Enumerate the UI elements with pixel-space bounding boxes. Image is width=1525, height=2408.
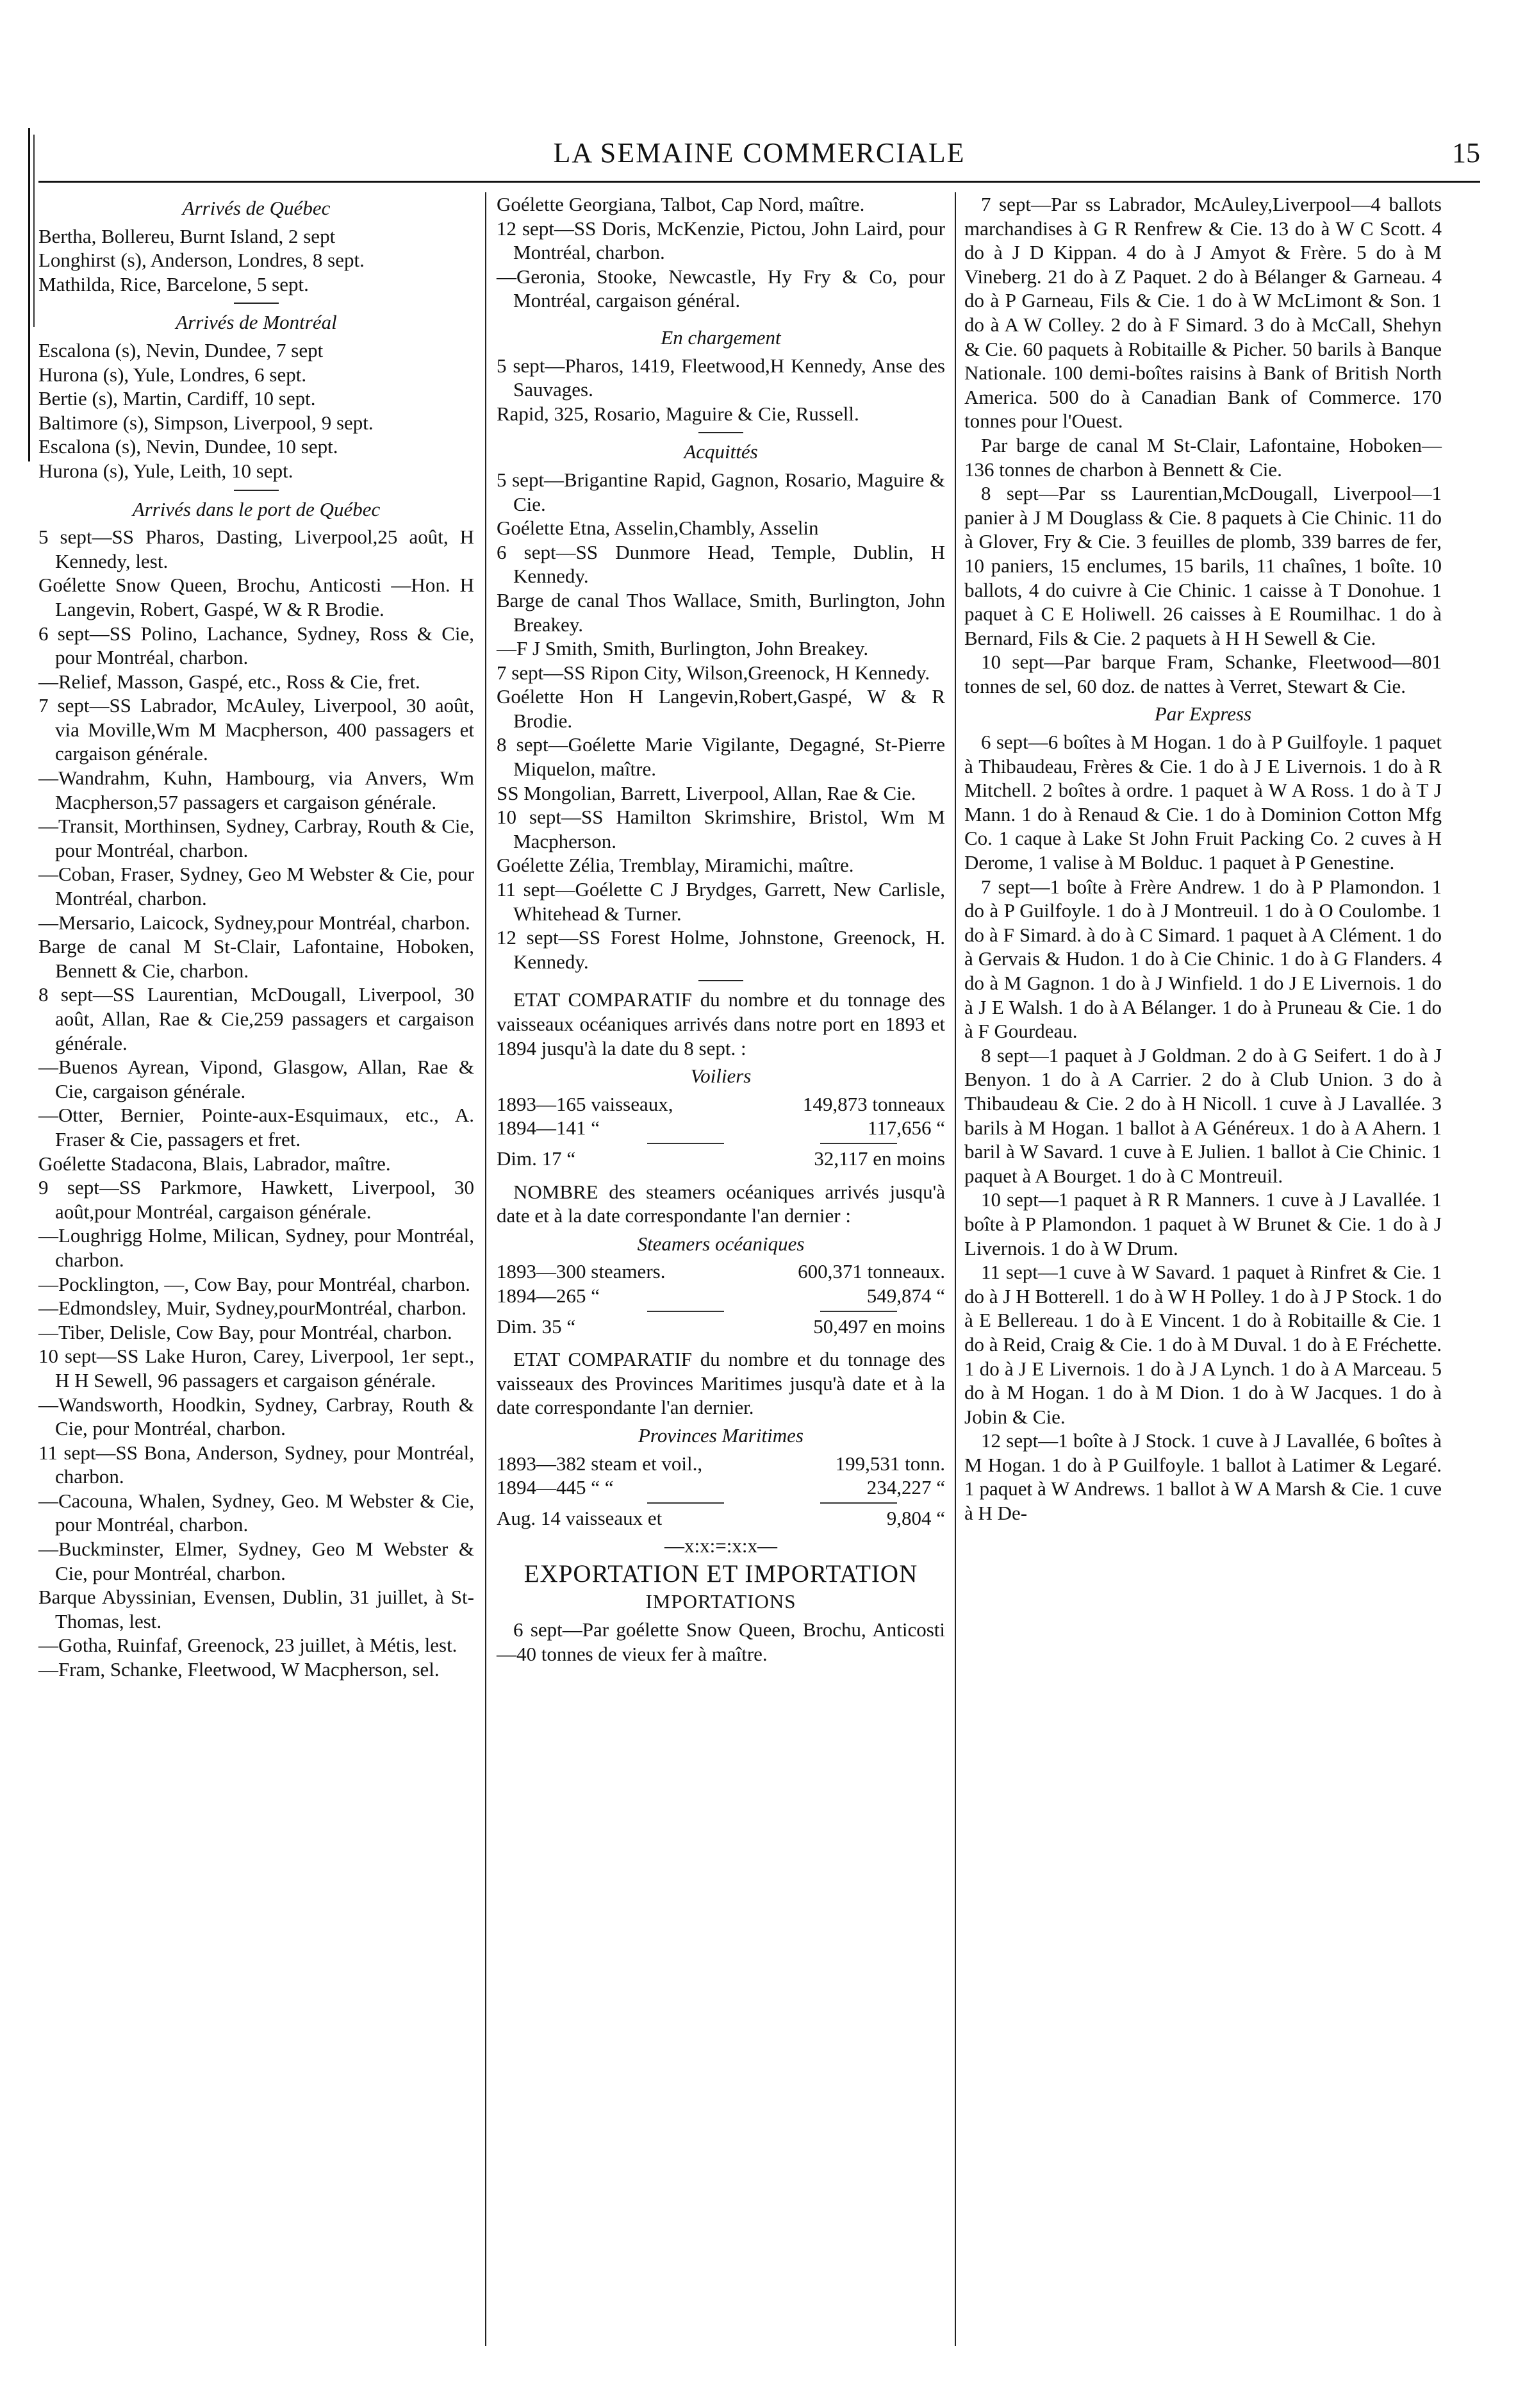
- shipping-entry: 7 sept—SS Labrador, McAuley, Liverpool, 30 août, via Moville,Wm M Macpherson, 400 passagers et cargaison générale.: [38, 694, 474, 765]
- shipping-entry: —Tiber, Delisle, Cow Bay, pour Montréal, charbon.: [38, 1320, 452, 1343]
- ornament: —x:x:=:x:x—: [664, 1534, 777, 1557]
- shipping-entry: 8 sept—Goélette Marie Vigilante, Degagné, St-Pierre Miquelon, maître.: [497, 733, 945, 781]
- section-heading: Acquittés: [684, 440, 758, 463]
- stats-row: [497, 1092, 945, 1117]
- table-heading: Voiliers: [690, 1065, 752, 1088]
- section-heading: Arrivés de Québec: [182, 197, 331, 219]
- shipping-entry: —Relief, Masson, Gaspé, etc., Ross & Cie, fret.: [38, 670, 420, 693]
- shipping-entry: Barge de canal M St-Clair, Lafontaine, Hoboken, Bennett & Cie, charbon.: [38, 935, 474, 982]
- shipping-entry: 5 sept—Pharos, 1419, Fleetwood,H Kennedy, Anse des Sauvages.: [497, 354, 945, 401]
- shipping-entry: 6 sept—SS Polino, Lachance, Sydney, Ross & Cie, pour Montréal, charbon.: [38, 622, 474, 669]
- shipping-entry: Goélette Stadacona, Blais, Labrador, maître.: [38, 1152, 391, 1175]
- stats-value: 50,497 en moins: [813, 1315, 945, 1338]
- entry-list: [38, 338, 474, 483]
- shipping-entry: Bertie (s), Martin, Cardiff, 10 sept.: [38, 387, 316, 410]
- stats-value: 117,656 “: [867, 1117, 945, 1140]
- stats-value: 32,117 en moins: [814, 1147, 945, 1170]
- stats-row: [497, 1259, 945, 1284]
- entry-list: [38, 224, 474, 297]
- stats-label: Aug. 14 vaisseaux et: [497, 1506, 663, 1529]
- shipping-entry: 10 sept—SS Lake Huron, Carey, Liverpool, 1er sept., H H Sewell, 96 passagers et cargaison générale.: [38, 1345, 474, 1391]
- shipping-entry: Baltimore (s), Simpson, Liverpool, 9 sept.: [38, 411, 374, 434]
- stats-label: 1893—165 vaisseaux,: [497, 1092, 673, 1115]
- shipping-entry: —Fram, Schanke, Fleetwood, W Macpherson, sel.: [38, 1658, 440, 1681]
- shipping-entry: —Transit, Morthinsen, Sydney, Carbray, Routh & Cie, pour Montréal, charbon.: [38, 815, 474, 861]
- margin-mark: [33, 135, 35, 327]
- shipping-entry: —Cacouna, Whalen, Sydney, Geo. M Webster & Cie, pour Montréal, charbon.: [38, 1489, 474, 1536]
- short-rule: [234, 490, 279, 491]
- stats-table: [497, 1092, 945, 1140]
- short-rule: [234, 303, 279, 304]
- shipping-entry: Rapid, 325, Rosario, Maguire & Cie, Russell.: [497, 402, 859, 425]
- shipping-entry: 10 sept—SS Hamilton Skrimshire, Bristol, Wm M Macpherson.: [497, 806, 945, 852]
- shipping-entry: —Edmondsley, Muir, Sydney,pourMontréal, charbon.: [38, 1297, 467, 1320]
- import-paragraph: Par barge de canal M St-Clair, Lafontaine, Hoboken—136 tonnes de charbon à Bennett & Cie.: [964, 433, 1442, 481]
- total-rule: [820, 1502, 897, 1504]
- stats-label: Dim. 35 “: [497, 1315, 576, 1338]
- import-paragraph: 8 sept—Par ss Laurentian,McDougall, Liverpool—1 panier à J M Douglass & Cie. 8 paquets à Cie Chinic. 11 do à Glover, Fry & Cie. 3 feuilles de plomb, 339 barres de fer, 10 paniers, 15 enclumes, 15 barils, 11 chaînes, 1 boîte. 10 ballots, 4 do cuivre à Cie Chinic. 1 caisse à T Donohue. 1 paquet à C E Holiwell. 26 caisses à E Roumilhac. 1 do à Bernard, Fils & Cie. 2 paquets à H H Sewell & Cie.: [964, 482, 1442, 649]
- shipping-entry: —Geronia, Stooke, Newcastle, Hy Fry & Co, pour Montréal, cargaison général.: [497, 265, 945, 312]
- shipping-entry: 8 sept—SS Laurentian, McDougall, Liverpool, 30 août, Allan, Rae & Cie,259 passagers et cargaison générale.: [38, 983, 474, 1054]
- shipping-entry: 9 sept—SS Parkmore, Hawkett, Liverpool, 30 août,pour Montréal, cargaison générale.: [38, 1176, 474, 1223]
- shipping-entry: Goélette Georgiana, Talbot, Cap Nord, maître.: [497, 193, 865, 215]
- import-paragraph: 11 sept—1 cuve à W Savard. 1 paquet à Rinfret & Cie. 1 do à J H Botterell. 1 do à W H Polley. 1 do à J P Stock. 1 do à E Bellereau. 1 do à E Vincent. 1 do à Robitaille & Cie. 1 do à Reid, Craig & Cie. 1 do à M Duval. 1 do à E Fréchette. 1 do à J E Livernois. 1 do à J A Lynch. 1 do à A Marceau. 5 do à M Hogan. 1 do à M Dion. 1 do à W Jacques. 1 do à Jobin & Cie.: [964, 1261, 1442, 1428]
- total-rule: [820, 1143, 897, 1144]
- shipping-entry: —Wandrahm, Kuhn, Hambourg, via Anvers, Wm Macpherson,57 passagers et cargaison générale.: [38, 767, 474, 813]
- total-rule: [820, 1311, 897, 1312]
- stats-value: 9,804 “: [886, 1506, 945, 1529]
- column-rule: [485, 192, 486, 2346]
- stats-label: Dim. 17 “: [497, 1147, 576, 1170]
- shipping-entry: Goélette Hon H Langevin,Robert,Gaspé, W & R Brodie.: [497, 685, 945, 732]
- shipping-entry: —Wandsworth, Hoodkin, Sydney, Carbray, Routh & Cie, pour Montréal, charbon.: [38, 1393, 474, 1440]
- shipping-entry: 11 sept—Goélette C J Brydges, Garrett, New Carlisle, Whitehead & Turner.: [497, 878, 945, 925]
- section-heading: IMPORTATIONS: [645, 1590, 796, 1613]
- shipping-entry: —Pocklington, —, Cow Bay, pour Montréal, charbon.: [38, 1272, 470, 1295]
- section-heading: En chargement: [661, 326, 781, 349]
- statement-paragraph: NOMBRE des steamers océaniques arrivés jusqu'à date et à la date correspondante l'an dernier :: [497, 1180, 945, 1227]
- shipping-entry: —Buenos Ayrean, Vipond, Glasgow, Allan, Rae & Cie, cargaison générale.: [38, 1056, 474, 1102]
- paragraph-list: [964, 192, 1442, 698]
- stats-value: 234,227 “: [866, 1476, 945, 1499]
- import-paragraph: 6 sept—Par goélette Snow Queen, Brochu, Anticosti—40 tonnes de vieux fer à maître.: [497, 1618, 945, 1665]
- shipping-entry: —Loughrigg Holme, Milican, Sydney, pour Montréal, charbon.: [38, 1224, 474, 1271]
- header-rule: [38, 181, 1480, 183]
- shipping-entry: 11 sept—SS Bona, Anderson, Sydney, pour Montréal, charbon.: [38, 1441, 474, 1488]
- stats-table: [497, 1259, 945, 1308]
- stats-row: [497, 1475, 945, 1500]
- column-arrivals: [38, 192, 474, 1682]
- shipping-entry: 12 sept—SS Doris, McKenzie, Pictou, John Laird, pour Montréal, charbon.: [497, 217, 945, 264]
- section-title: EXPORTATION ET IMPORTATION: [523, 1559, 918, 1588]
- shipping-entry: Hurona (s), Yule, Leith, 10 sept.: [38, 459, 293, 482]
- import-paragraph: 12 sept—1 boîte à J Stock. 1 cuve à J Lavallée, 6 boîtes à M Hogan. 1 do à P Guilfoyle. 1 ballot à Latimer & Legaré. 1 paquet à W Andrews. 1 ballot à W A Marsh & Cie. 1 cuve à H De-: [964, 1429, 1442, 1525]
- stats-label: 1893—382 steam et voil.,: [497, 1452, 703, 1475]
- shipping-entry: —Coban, Fraser, Sydney, Geo M Webster & Cie, pour Montréal, charbon.: [38, 863, 474, 910]
- shipping-entry: Barge de canal Thos Wallace, Smith, Burlington, John Breakey.: [497, 588, 945, 636]
- entry-list: [497, 192, 945, 313]
- shipping-entry: —Buckminster, Elmer, Sydney, Geo M Webster & Cie, pour Montréal, charbon.: [38, 1538, 474, 1584]
- section-heading: Arrivés de Montréal: [176, 311, 337, 334]
- statement-paragraph: ETAT COMPARATIF du nombre et du tonnage des vaisseaux océaniques arrivés dans notre port en 1893 et 1894 jusqu'à la date du 8 sept. :: [497, 988, 945, 1059]
- shipping-entry: 6 sept—SS Dunmore Head, Temple, Dublin, H Kennedy.: [497, 540, 945, 588]
- section-heading: Par Express: [1154, 702, 1252, 726]
- page-title: LA SEMAINE COMMERCIALE: [553, 137, 966, 169]
- shipping-entry: —Mersario, Laicock, Sydney,pour Montréal, charbon.: [38, 911, 470, 934]
- stats-label: 1894—141 “: [497, 1117, 600, 1140]
- shipping-entry: Bertha, Bollereu, Burnt Island, 2 sept: [38, 224, 336, 247]
- total-rule: [647, 1311, 724, 1312]
- shipping-entry: Barque Abyssinian, Evensen, Dublin, 31 juillet, à St-Thomas, lest.: [38, 1586, 474, 1632]
- stats-row: [497, 1284, 945, 1308]
- stats-total: [497, 1315, 945, 1339]
- shipping-entry: —Otter, Bernier, Pointe-aux-Esquimaux, etc., A. Fraser & Cie, passagers et fret.: [38, 1104, 474, 1150]
- import-paragraph: 10 sept—Par barque Fram, Schanke, Fleetwood—801 tonnes de sel, 60 doz. de nattes à Verret, Stewart & Cie.: [964, 651, 1442, 697]
- page-header: [38, 131, 1480, 183]
- stats-row: [497, 1116, 945, 1140]
- short-rule: [698, 980, 743, 981]
- shipping-entry: Escalona (s), Nevin, Dundee, 10 sept.: [38, 435, 338, 458]
- column-loading-clearances: [497, 192, 945, 1666]
- stats-table: [497, 1452, 945, 1500]
- stats-value: 199,531 tonn.: [835, 1452, 945, 1475]
- shipping-entry: Goélette Snow Queen, Brochu, Anticosti —Hon. H Langevin, Robert, Gaspé, W & R Brodie.: [38, 574, 474, 620]
- import-paragraph: 8 sept—1 paquet à J Goldman. 2 do à G Seifert. 1 do à J Benyon. 1 do à A Carrier. 2 do à Club Union. 3 do à Thibaudeau & Cie. 2 do à H Nicoll. 1 cuve à J Lavallée. 3 barils à M Hogan. 1 ballot à A Généreux. 1 do à A Ahern. 1 baril à W Savard. 1 cuve à E Julien. 1 ballot à Cie Chinic. 1 paquet à A Bourget. 1 do à C Montreuil.: [964, 1043, 1442, 1187]
- import-paragraph: 7 sept—Par ss Labrador, McAuley,Liverpool—4 ballots marchandises à G R Renfrew & Cie. 13 do à W C Scott. 4 do à J D Kippan. 4 do à J Amyot & Frère. 5 do à M Vineberg. 21 do à Z Paquet. 2 do à Bélanger & Garneau. 4 do à P Garneau, Fils & Cie. 1 do à W McLimont & Son. 1 do à A W Colley. 2 do à F Simard. 3 do à McCall, Shehyn & Cie. 60 paquets à Robitaille & Picher. 50 barils à Banque Nationale. 100 demi-boîtes raisins à Bank of British North America. 500 do à Canadian Bank of Commerce. 170 tonnes pour l'Ouest.: [964, 193, 1442, 433]
- entry-list: [497, 354, 945, 426]
- import-paragraph: 6 sept—6 boîtes à M Hogan. 1 do à P Guilfoyle. 1 paquet à Thibaudeau, Frères & Cie. 1 do à J E Livernois. 1 do à R Mitchell. 2 boîtes à ordre. 1 paquet à W A Ross. 1 do à T J Mann. 1 do à Renaud & Cie. 1 do à Dominion Cotton Mfg Co. 1 caque à Lake St John Fruit Packing Co. 2 cuves à H Derome, 1 valise à M Bolduc. 1 paquet à P Genestine.: [964, 731, 1442, 874]
- page-number: 15: [1452, 137, 1480, 169]
- shipping-entry: —Gotha, Ruinfaf, Greenock, 23 juillet, à Métis, lest.: [38, 1634, 458, 1657]
- paragraph-list: [964, 730, 1442, 1525]
- shipping-entry: Goélette Zélia, Tremblay, Miramichi, maître.: [497, 854, 854, 877]
- table-heading: Steamers océaniques: [637, 1232, 805, 1255]
- total-rule: [647, 1143, 724, 1144]
- total-rule: [647, 1502, 724, 1504]
- margin-mark: [28, 128, 30, 461]
- stats-total: [497, 1506, 945, 1531]
- column-imports: [964, 192, 1442, 1525]
- short-rule: [698, 432, 743, 433]
- import-paragraph: 7 sept—1 boîte à Frère Andrew. 1 do à P Plamondon. 1 do à P Guilfoyle. 1 do à J Montreuil. 1 do à O Coulombe. 1 do à F Simard. à do à C Simard. 1 paquet à A Clément. 1 do à Gervais & Hudon. 1 do à Cie Chinic. 1 do à G Flanders. 4 do à M Gagnon. 1 do à J Winfield. 1 do J E Livernois. 1 do à J E Walsh. 1 do à A Bélanger. 1 do à Pruneau & Cie. 1 do à F Gourdeau.: [964, 875, 1442, 1043]
- shipping-entry: Escalona (s), Nevin, Dundee, 7 sept: [38, 338, 324, 361]
- table-heading: Provinces Maritimes: [638, 1424, 804, 1447]
- shipping-entry: Longhirst (s), Anderson, Londres, 8 sept.: [38, 249, 365, 272]
- section-heading: Arrivés dans le port de Québec: [132, 497, 381, 520]
- shipping-entry: —F J Smith, Smith, Burlington, John Breakey.: [497, 637, 869, 660]
- shipping-entry: 7 sept—SS Ripon City, Wilson,Greenock, H Kennedy.: [497, 661, 930, 684]
- shipping-entry: SS Mongolian, Barrett, Liverpool, Allan, Rae & Cie.: [497, 781, 916, 804]
- shipping-entry: 12 sept—SS Forest Holme, Johnstone, Greenock, H. Kennedy.: [497, 926, 945, 973]
- shipping-entry: Goélette Etna, Asselin,Chambly, Asselin: [497, 517, 819, 540]
- shipping-entry: Hurona (s), Yule, Londres, 6 sept.: [38, 363, 307, 386]
- import-paragraph: 10 sept—1 paquet à R R Manners. 1 cuve à J Lavallée. 1 boîte à P Plamondon. 1 paquet à W Brunet & Cie. 1 do à J Livernois. 1 do à W Drum.: [964, 1188, 1442, 1259]
- statement-paragraph: ETAT COMPARATIF du nombre et du tonnage des vaisseaux des Provinces Maritimes jusqu'à date et à la date correspondante l'an dernier.: [497, 1348, 945, 1419]
- stats-row: [497, 1452, 945, 1476]
- stats-value: 149,873 tonneaux: [802, 1092, 945, 1115]
- entry-list: [497, 468, 945, 974]
- stats-value: 549,874 “: [866, 1284, 945, 1307]
- stats-label: 1894—445 “ “: [497, 1476, 614, 1499]
- entry-list: [38, 525, 474, 1682]
- shipping-entry: Mathilda, Rice, Barcelone, 5 sept.: [38, 272, 309, 295]
- stats-total: [497, 1147, 945, 1171]
- shipping-entry: 5 sept—Brigantine Rapid, Gagnon, Rosario, Maguire & Cie.: [497, 468, 945, 515]
- stats-label: 1894—265 “: [497, 1284, 600, 1307]
- shipping-entry: 5 sept—SS Pharos, Dasting, Liverpool,25 août, H Kennedy, lest.: [38, 526, 474, 572]
- column-rule: [955, 192, 956, 2346]
- stats-value: 600,371 tonneaux.: [798, 1260, 945, 1283]
- stats-label: 1893—300 steamers.: [497, 1260, 666, 1283]
